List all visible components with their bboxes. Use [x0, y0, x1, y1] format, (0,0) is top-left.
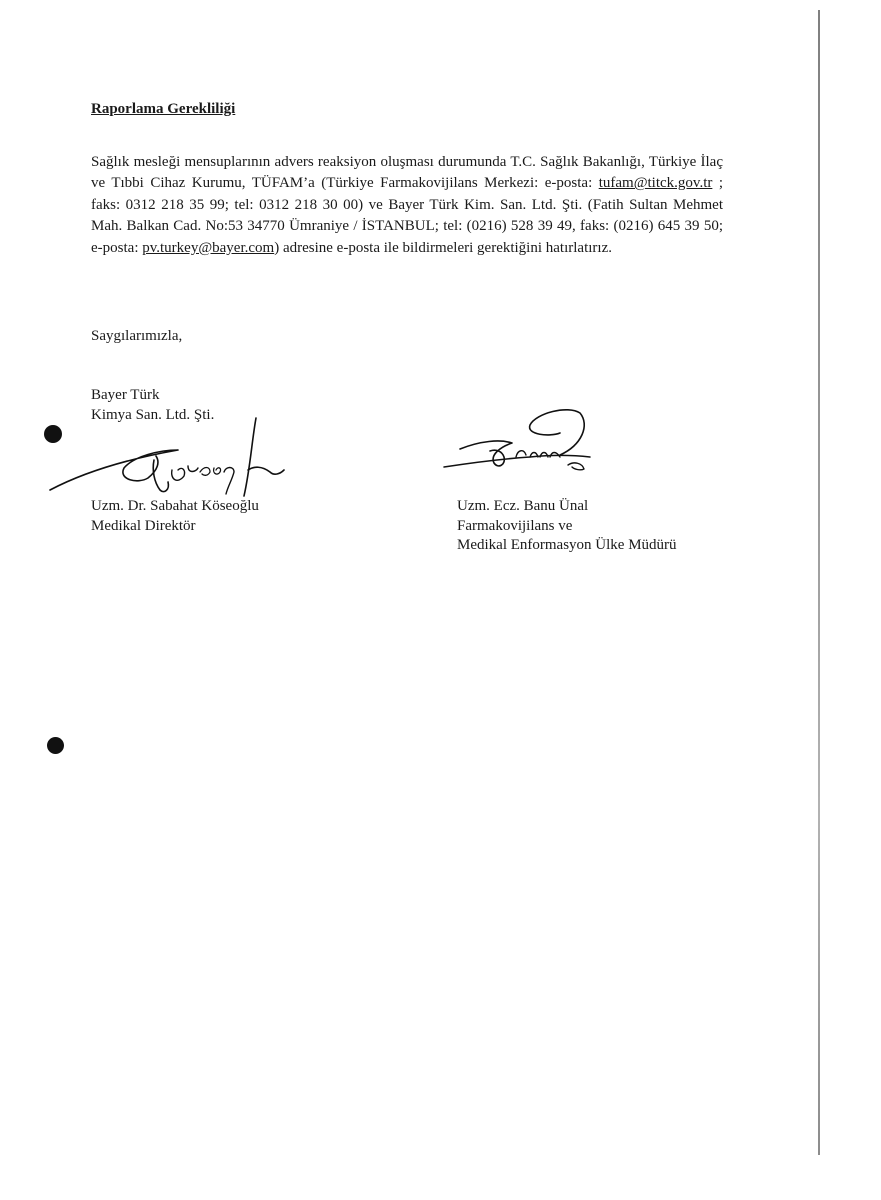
signer-title-line1: Farmakovijilans ve [457, 517, 573, 534]
signer-block-right [457, 497, 677, 556]
signature-right [440, 405, 600, 480]
signer-name: Uzm. Dr. Sabahat Köseoğlu [91, 498, 259, 514]
signer-title: Medikal Direktör [91, 517, 196, 534]
email-link-bayer[interactable]: pv.turkey@bayer.com [142, 239, 275, 256]
scan-edge-line [818, 10, 820, 1155]
paragraph-text: ; faks: 0312 218 35 99; tel: 0312 218 30 00) ve Bayer Türk Kim. San. Ltd. Şti. (Fatih Sultan Mehmet Mah. Balkan Cad. No:53 34770 Ümraniye / İSTANBUL; tel: (0216) 528 39 49, faks: (0216) 645 39 50; e-posta: [91, 175, 723, 256]
body-paragraph [91, 152, 723, 259]
signer-name: Uzm. Ecz. Banu Ünal [457, 498, 589, 514]
section-heading: Raporlama Gerekliliği [91, 101, 236, 117]
closing-salutation: Saygılarımızla, [91, 328, 183, 344]
paragraph-text: ) adresine e-posta ile bildirmeleri gerektiğini hatırlatırız. [274, 239, 612, 256]
company-name-line2: Kimya San. Ltd. Şti. [91, 407, 215, 423]
signature-left [48, 410, 308, 500]
signer-block-left [91, 497, 259, 536]
signer-title-line2: Medikal Enformasyon Ülke Müdürü [457, 537, 677, 553]
paragraph-text: Sağlık mesleği mensuplarının advers reaksiyon oluşması durumunda T.C. Sağlık Bakanlığı, Türkiye İlaç ve Tıbbi Cihaz Kurumu, TÜFAM’a (Türkiye Farmakovijilans Merkezi: e-posta: [91, 154, 723, 192]
email-link-tufam[interactable]: tufam@titck.gov.tr [598, 175, 713, 192]
company-name-line1: Bayer Türk [91, 387, 160, 403]
punch-hole [47, 737, 64, 754]
